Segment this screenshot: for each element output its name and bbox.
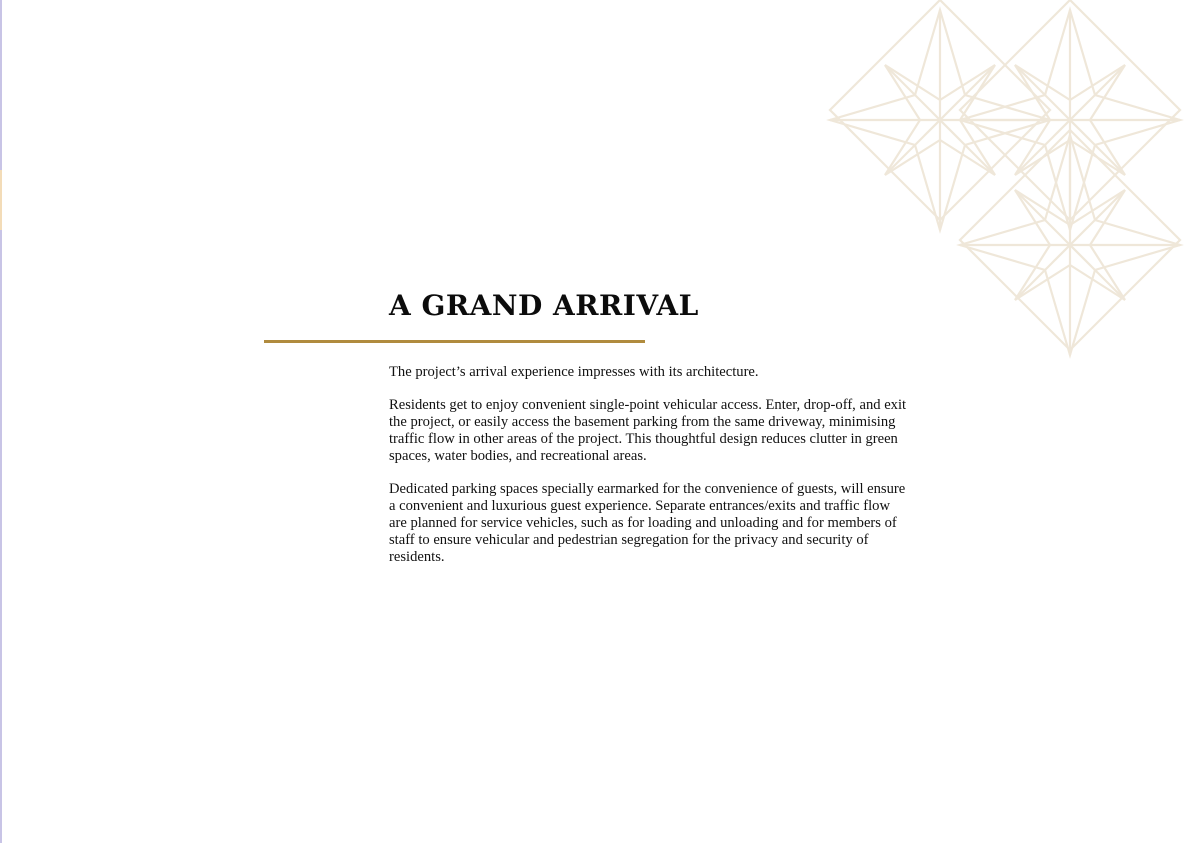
page-title: A GRAND ARRIVAL [389, 289, 699, 322]
title-underline-rule [264, 340, 645, 343]
guest-parking-paragraph: Dedicated parking spaces specially earmarked for the convenience of guests, will ensure a convenient and luxurious guest experience. Separate entrances/exits and traffic flow are planned for service vehicles, such as for loading and unloading and for members of staff to ensure vehicular and pedestrian segregation for the privacy and security of residents. [389, 481, 906, 565]
geometric-star-lattice-icon [820, 0, 1191, 370]
page-left-edge [0, 0, 2, 843]
intro-paragraph: The project’s arrival experience impresses with its architecture. [389, 364, 759, 380]
body-text [389, 364, 909, 582]
vehicular-access-paragraph: Residents get to enjoy convenient single-point vehicular access. Enter, drop-off, and exit the project, or easily access the basement parking from the same driveway, minimising traffic flow in other areas of the project. This thoughtful design reduces clutter in green spaces, water bodies, and recreational areas. [389, 397, 907, 464]
